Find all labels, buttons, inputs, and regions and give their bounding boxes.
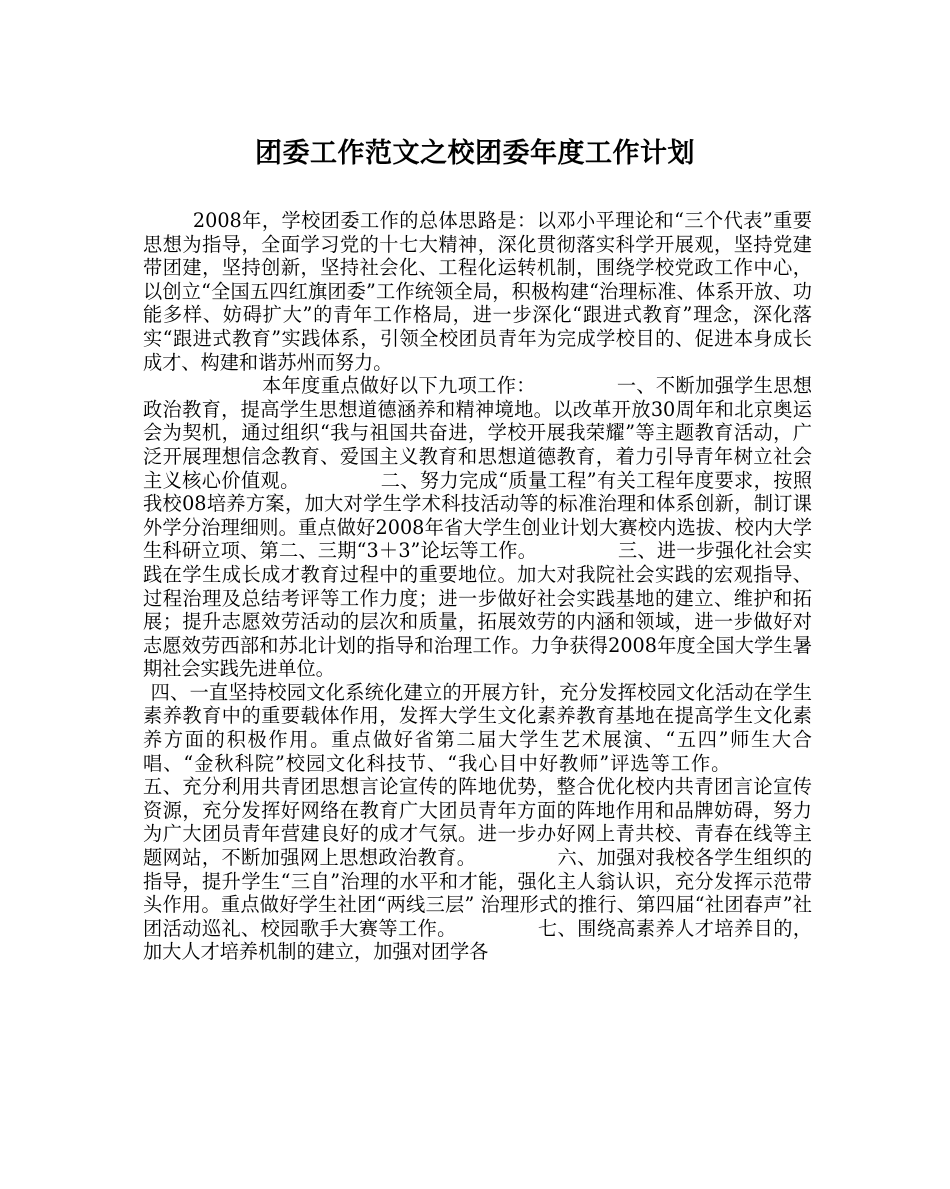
paragraph-item-3: 三、进一步强化社会实践在学生成长成才教育过程中的重要地位。加大对我院社会实践的宏观指导、过程治理及总结考评等工作力度；进一步做好社会实践基地的建立、维护和拓展；提升志愿效劳活动的层次和质量，拓展效劳的内涵和领域，进一步做好对志愿效劳西部和苏北计划的指导和治理工作。力争获得2008年度全国大学生暑期社会实践先进单位。	[143, 539, 812, 681]
document-body	[143, 209, 812, 964]
document-title: 团委工作范文之校团委年度工作计划	[255, 138, 695, 169]
paragraph-item-5: 五、充分利用共青团思想言论宣传的阵地优势，整合优化校内共青团言论宣传资源，充分发挥好网络在教育广大团员青年方面的阵地作用和品牌妨碍，努力为广大团员青年营建良好的成才气氛。进一步办好网上青共校、青春在线等主题网站，不断加强网上思想政治教育。	[143, 775, 812, 870]
paragraph-body	[143, 374, 812, 681]
paragraph-item-6: 六、加强对我校各学生组织的指导，提升学生“三自”治理的水平和才能，强化主人翁认识，充分发挥示范带头作用。重点做好学生社团“两线三层” 治理形式的推行、第四届“社团春声”社团活动巡礼、校园歌手大赛等工作。	[143, 846, 813, 940]
paragraph-item-1: 一、不断加强学生思想政治教育，提高学生思想道德涵养和精神境地。以改革开放30周年和北京奥运会为契机，通过组织“我与祖国共奋进，学校开展我荣耀”等主题教育活动，广泛开展理想信念教育、爱国主义教育和思想道德教育，着力引导青年树立社会主义核心价值观。	[143, 374, 813, 492]
paragraph-body-continued	[143, 681, 812, 964]
paragraph-agenda: 本年度重点做好以下九项工作：	[262, 374, 536, 398]
paragraph-item-7: 七、围绕高素养人才培养目的，加大人才培养机制的建立，加强对团学各	[143, 916, 813, 964]
paragraph-item-4: 四、一直坚持校园文化系统化建立的开展方针，充分发挥校园文化活动在学生素养教育中的重要载体作用，发挥大学生文化素养教育基地在提高学生文化素养方面的积极作用。重点做好省第二届大学生艺术展演、“五四”师生大合唱、“金秋科院”校园文化科技节、“我心目中好教师”评选等工作。	[143, 680, 812, 775]
paragraph-intro: 2008年，学校团委工作的总体思路是：以邓小平理论和“三个代表”重要思想为指导，全面学习党的十七大精神，深化贯彻落实科学开展观，坚持党建带团建，坚持创新，坚持社会化、工程化运转机制，围绕学校党政工作中心，以创立“全国五四红旗团委”工作统领全局，积极构建“治理标准、体系开放、功能多样、妨碍扩大”的青年工作格局，进一步深化“跟进式教育”理念，深化落实“跟进式教育”实践体系，引领全校团员青年为完成学校目的、促进本身成长成才、构建和谐苏州而努力。	[143, 209, 812, 374]
paragraph-item-2: 二、努力完成“质量工程”有关工程年度要求，按照我校08培养方案，加大对学生学术科技活动等的标准治理和体系创新，制订课外学分治理细则。重点做好2008年省大学生创业计划大赛校内选拔、校内大学生科研立项、第二、三期“3＋3”论坛等工作。	[143, 468, 813, 563]
